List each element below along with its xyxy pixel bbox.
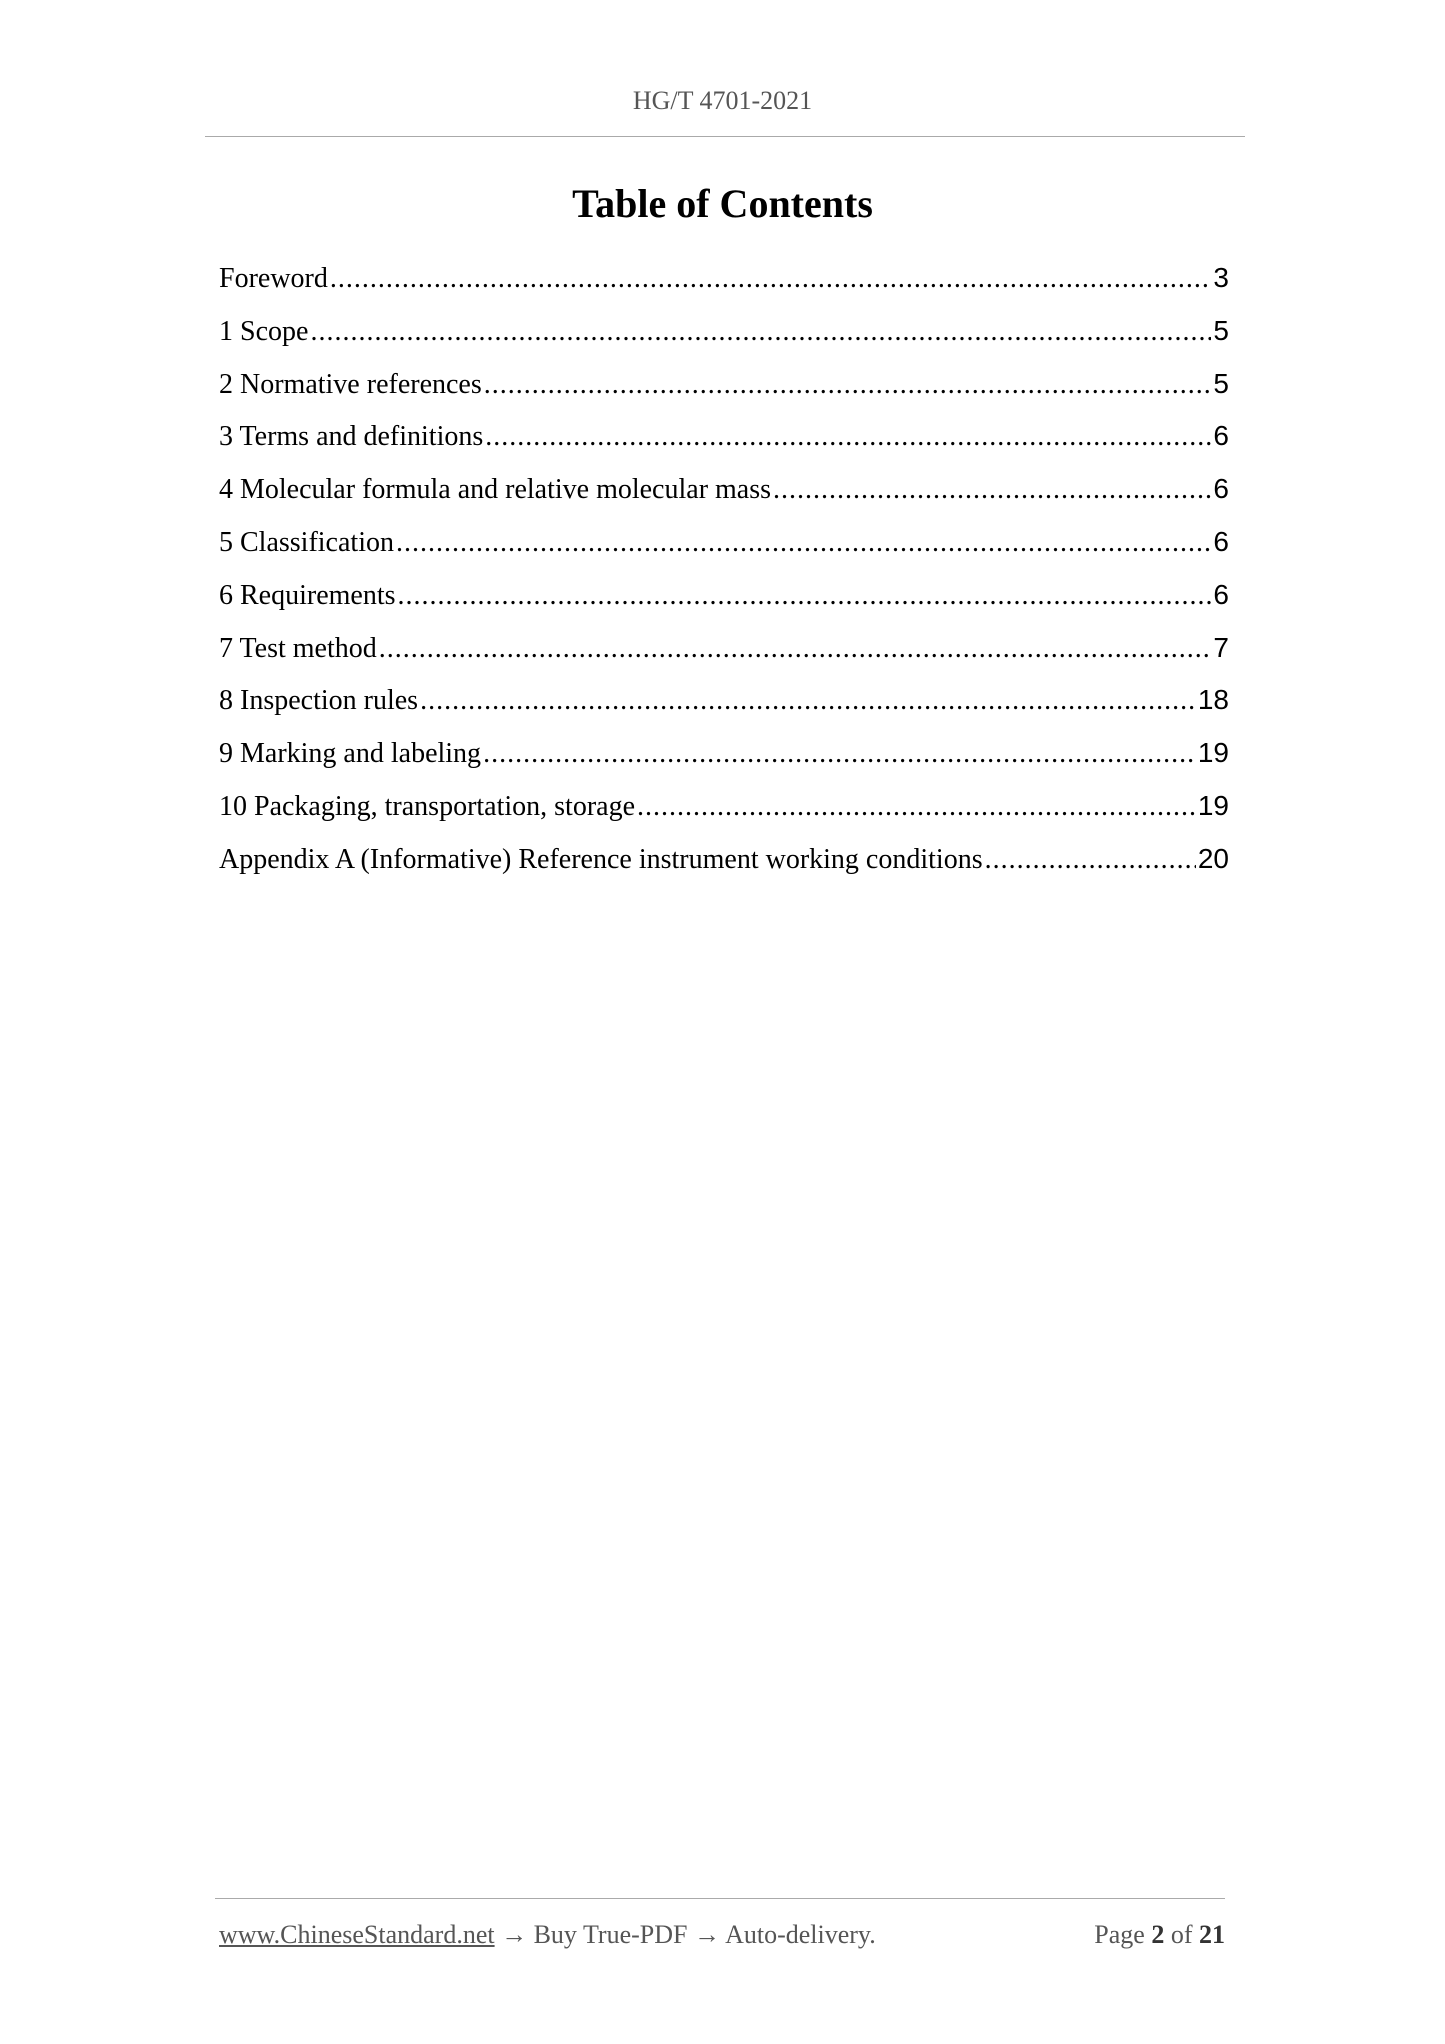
toc-leader-dots (635, 787, 1196, 827)
toc-entry[interactable] (219, 733, 1229, 786)
page-footer (219, 1920, 1225, 1950)
toc-entry-label: 8 Inspection rules (219, 685, 419, 717)
toc-entry[interactable] (219, 628, 1229, 681)
page-number (1094, 1920, 1225, 1950)
toc-entry-label: 7 Test method (219, 632, 377, 664)
of-word: of (1170, 1920, 1193, 1949)
site-link[interactable]: www.ChineseStandard.net (219, 1920, 495, 1949)
toc-list (219, 258, 1229, 892)
toc-title: Table of Contents (572, 181, 873, 226)
toc-entry[interactable] (219, 786, 1229, 839)
toc-entry[interactable] (219, 680, 1229, 733)
header-divider (205, 136, 1245, 137)
toc-entry-page: 20 (1197, 842, 1229, 874)
toc-leader-dots (481, 734, 1196, 774)
toc-entry-page: 19 (1197, 737, 1229, 769)
toc-leader-dots (377, 629, 1212, 669)
toc-leader-dots (396, 576, 1212, 616)
footer-promo (219, 1920, 876, 1950)
toc-entry-page: 7 (1213, 631, 1229, 663)
buy-text: Buy True-PDF (533, 1920, 688, 1949)
page-word: Page (1094, 1920, 1145, 1949)
toc-entry-page: 6 (1213, 578, 1229, 610)
toc-entry-label: Foreword (219, 263, 328, 294)
toc-entry-page: 5 (1213, 367, 1229, 399)
toc-leader-dots (308, 312, 1211, 352)
toc-leader-dots (983, 840, 1196, 880)
toc-leader-dots (771, 470, 1211, 510)
toc-entry-page: 6 (1213, 525, 1229, 557)
footer-divider (215, 1898, 1225, 1899)
toc-entry[interactable] (219, 469, 1229, 522)
toc-entry[interactable] (219, 839, 1229, 892)
toc-leader-dots (418, 681, 1196, 721)
toc-leader-dots (394, 523, 1211, 563)
toc-entry-page: 5 (1213, 314, 1229, 346)
total-pages: 21 (1199, 1920, 1225, 1949)
toc-entry-label: 5 Classification (219, 526, 394, 558)
toc-entry-label: 4 Molecular formula and relative molecular mass (219, 474, 772, 506)
toc-entry-page: 6 (1213, 473, 1229, 505)
delivery-text: Auto-delivery. (725, 1920, 876, 1949)
toc-leader-dots (483, 417, 1211, 457)
arrow-icon: → (694, 1920, 720, 1949)
toc-entry-page: 18 (1197, 684, 1229, 716)
toc-entry[interactable] (219, 364, 1229, 417)
toc-entry-label: 3 Terms and definitions (219, 421, 484, 453)
toc-entry-label: 9 Marking and labeling (219, 738, 482, 770)
toc-entry[interactable] (219, 416, 1229, 469)
toc-entry-label: 1 Scope (219, 315, 309, 347)
toc-entry-label: 10 Packaging, transportation, storage (219, 790, 636, 822)
document-code-header: HG/T 4701-2021 (632, 86, 813, 115)
toc-leader-dots (482, 365, 1212, 405)
toc-entry-page: 3 (1213, 262, 1229, 293)
toc-entry-label: 6 Requirements (219, 579, 396, 611)
arrow-icon: → (501, 1920, 528, 1949)
current-page: 2 (1151, 1920, 1165, 1949)
toc-entry-label: 2 Normative references (219, 368, 482, 400)
toc-entry-page: 6 (1213, 420, 1229, 452)
toc-entry[interactable] (219, 258, 1229, 311)
toc-entry[interactable] (219, 522, 1229, 575)
toc-entry[interactable] (219, 575, 1229, 628)
toc-entry[interactable] (219, 311, 1229, 364)
toc-entry-label: Appendix A (Informative) Reference instrument working conditions (219, 843, 983, 875)
toc-entry-page: 19 (1197, 789, 1229, 821)
toc-leader-dots (328, 259, 1212, 299)
